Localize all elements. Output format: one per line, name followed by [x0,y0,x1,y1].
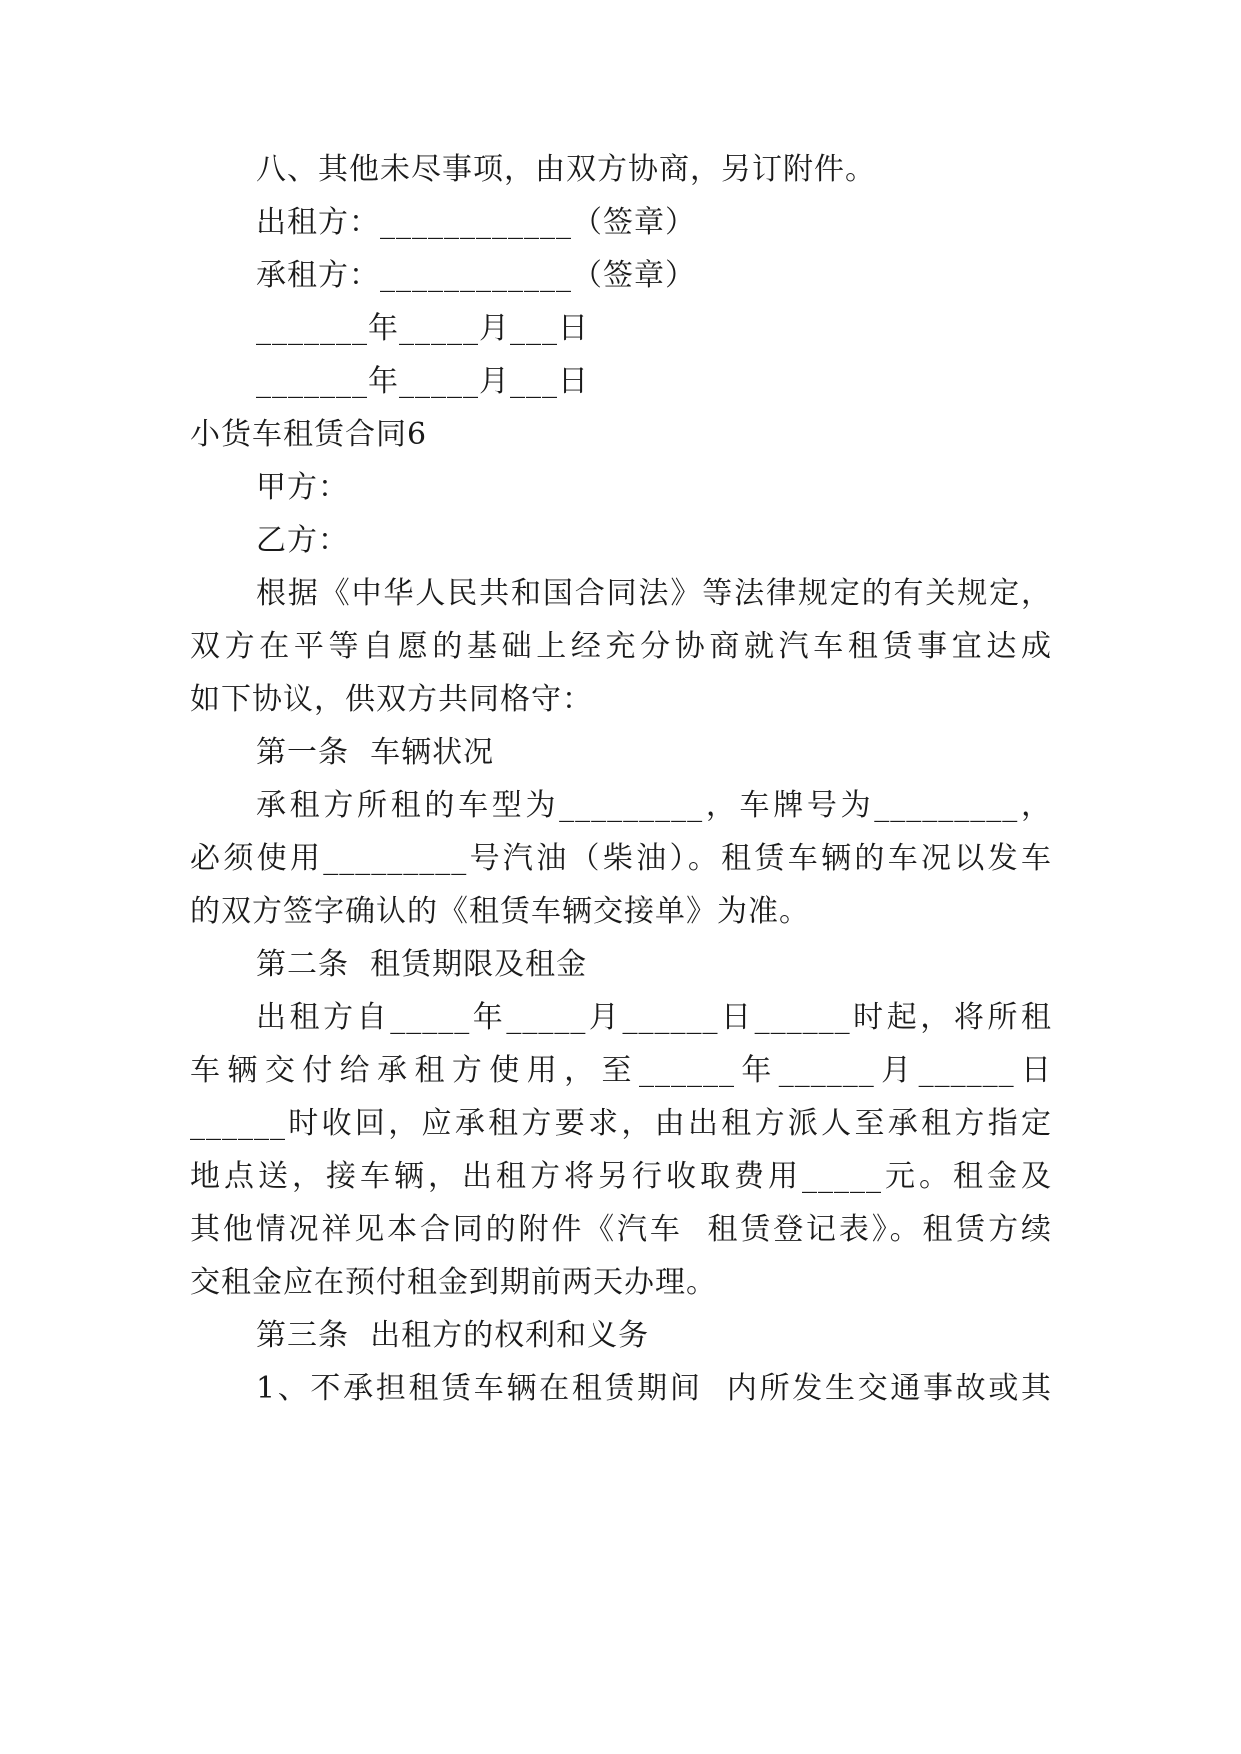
article-1-line-1: 承租方所租的车型为_________，车牌号为_________， [256,788,1052,823]
preamble-line-3: 如下协议，供双方共同格守： [190,682,593,717]
party-b-label: 乙方： [256,523,349,558]
preamble-line-2: 双方在平等自愿的基础上经充分协商就汽车租赁事宜达成 [190,629,1052,664]
article-1-line-3: 的双方签字确认的《租赁车辆交接单》为准。 [190,894,810,929]
article-3-item-1: 1、不承担租赁车辆在租赁期间 内所发生交通事故或其 [256,1371,1052,1406]
preamble-line-1: 根据《中华人民共和国合同法》等法律规定的有关规定， [256,576,1052,611]
clause-8-text: 八、其他未尽事项，由双方协商，另订附件。 [256,152,876,187]
contract-title: 小货车租赁合同6 [190,417,428,452]
article-1-heading: 第一条 车辆状况 [256,735,495,770]
date-line-2: _______年_____月___日 [256,364,589,399]
lessor-signature-line: 出租方：____________（签章） [256,205,696,240]
article-2-line-3: ______时收回，应承租方要求，由出租方派人至承租方指定 [190,1106,1052,1141]
article-2-line-5: 其他情况祥见本合同的附件《汽车 租赁登记表》。租赁方续 [190,1212,1052,1247]
article-2-line-6: 交租金应在预付租金到期前两天办理。 [190,1265,717,1300]
article-2-line-2: 车辆交付给承租方使用，至______年______月______日 [190,1053,1052,1088]
article-2-line-4: 地点送，接车辆，出租方将另行收取费用_____元。租金及 [190,1159,1052,1194]
article-3-heading: 第三条 出租方的权利和义务 [256,1318,650,1353]
date-line-1: _______年_____月___日 [256,311,589,346]
party-a-label: 甲方： [256,470,349,505]
article-2-heading: 第二条 租赁期限及租金 [256,947,588,982]
article-2-line-1: 出租方自_____年_____月______日______时起，将所租 [256,1000,1052,1035]
lessee-signature-line: 承租方：____________（签章） [256,258,696,293]
article-1-line-2: 必须使用_________号汽油（柴油）。租赁车辆的车况以发车 [190,841,1052,876]
